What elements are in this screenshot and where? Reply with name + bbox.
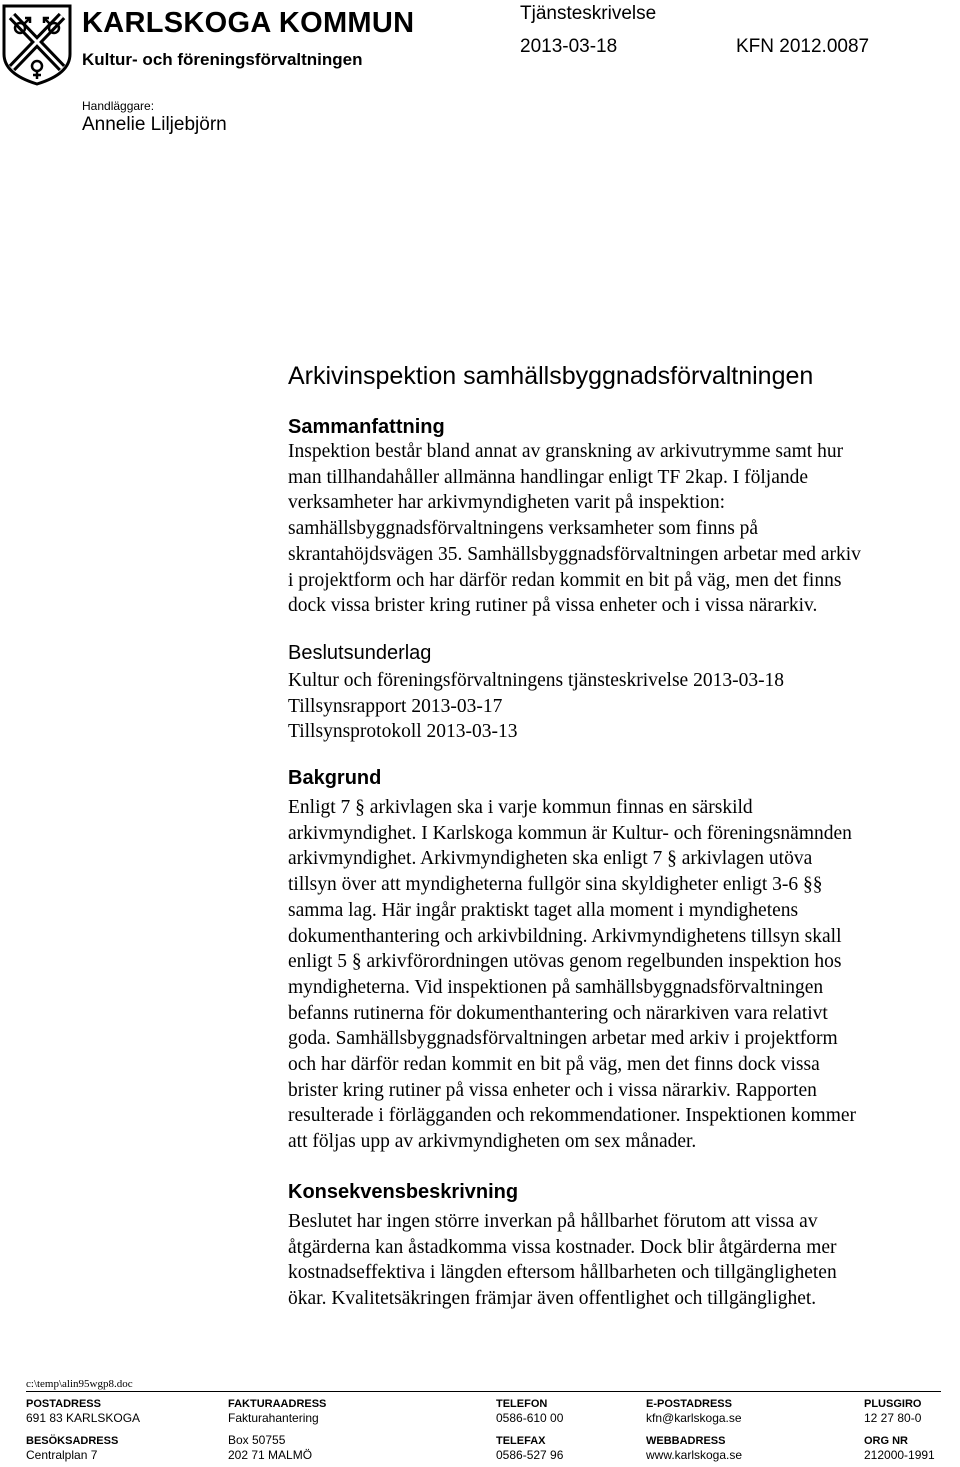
background-line: goda. Samhällsbyggnadsförvaltningen arbetar med arkiv i projektform (288, 1028, 838, 1050)
basis-line: Kultur och föreningsförvaltningens tjänsteskrivelse 2013-03-18 (288, 669, 785, 691)
background-section (288, 765, 938, 1155)
page-footer (26, 1378, 941, 1462)
summary-line: verksamheter har arkivmyndigheten varit på inspektion: (288, 492, 725, 514)
background-line: brister kring rutiner på vissa enheter och i vissa närarkiv. Rapporten (288, 1079, 817, 1101)
background-line: arkivmyndighet. Arkivmyndigheten ska enligt 7 § arkivlagen utöva (288, 848, 813, 870)
summary-line: skrantahöjdsvägen 35. Samhällsbyggnadsförvaltningen arbetar med arkiv (288, 543, 861, 565)
footer-postal (26, 1398, 140, 1463)
background-line: dokumenthantering och arkivbildning. Arkivmyndighetens tillsyn skall (288, 925, 842, 947)
web-link[interactable]: www.karlskoga.se (646, 1448, 743, 1462)
summary-line: man tillhandahåller allmänna handlingar enligt TF 2kap. I följande (288, 466, 809, 488)
summary-line: dock vissa brister kring rutiner på vissa enheter och i vissa närarkiv. (288, 595, 818, 617)
consequences-line: kostnadseffektiva i längden eftersom hållbarheten och tillgängligheten (288, 1262, 837, 1284)
document-title: Arkivinspektion samhällsbyggnadsförvaltningen (288, 362, 814, 390)
footer-plusgiro (864, 1398, 935, 1463)
footer-email (646, 1398, 742, 1463)
consequences-heading: Konsekvensbeskrivning (288, 1180, 519, 1203)
background-heading: Bakgrund (288, 767, 382, 790)
consequences-line: ökar. Kvalitetsäkringen främjar även offentlighet och tillgänglighet. (288, 1287, 817, 1309)
coat-of-arms-icon (0, 0, 74, 86)
orgnr-value: 212000-1991 (864, 1448, 935, 1462)
basis-section (288, 640, 938, 745)
visit-value: Centralplan 7 (26, 1448, 98, 1462)
background-line: myndigheterna. Vid inspektionen på samhällsbyggnadsförvaltningen (288, 976, 824, 998)
orgnr-label: ORG NR (864, 1435, 908, 1447)
summary-section (288, 414, 938, 619)
background-line: resulterade i förlägganden och rekommendationer. Inspektionen kommer (288, 1105, 857, 1127)
plusgiro-label: PLUSGIRO (864, 1398, 922, 1410)
plusgiro-value: 12 27 80-0 (864, 1411, 922, 1425)
postal-value: 691 83 KARLSKOGA (26, 1411, 141, 1425)
background-line: tillsyn över att myndigheterna fullgör sina skyldigheter enligt 3-6 §§ (288, 874, 823, 896)
email-link[interactable]: kfn@karlskoga.se (646, 1411, 742, 1425)
document-body (288, 360, 938, 1312)
web-label: WEBBADRESS (646, 1435, 726, 1447)
email-label: E-POSTADRESS (646, 1398, 732, 1410)
consequences-line: Beslutet har ingen större inverkan på hållbarhet förutom att vissa av (288, 1210, 818, 1232)
visit-label: BESÖKSADRESS (26, 1435, 119, 1447)
footer-divider (26, 1391, 941, 1392)
background-line: att följas upp av arkivmyndigheten om sex månader. (288, 1131, 697, 1153)
document-reference: KFN 2012.0087 (736, 36, 870, 57)
file-path: c:\temp\alin95wgp8.doc (26, 1378, 133, 1390)
consequences-line: åtgärderna kan åstadkomma vissa kostnader. Dock blir åtgärderna mer (288, 1236, 837, 1258)
handler-name: Annelie Liljebjörn (82, 114, 227, 135)
background-line: enligt 5 § arkivförordningen utövas genom regelbunden inspektion hos (288, 951, 842, 973)
footer-phone (496, 1398, 563, 1463)
fax-label: TELEFAX (496, 1435, 546, 1447)
document-type: Tjänsteskrivelse (520, 3, 657, 24)
summary-line: samhällsbyggnadsförvaltningens verksamheter som finns på (288, 518, 759, 540)
invoice-line: Box 50755 (228, 1433, 286, 1447)
postal-label: POSTADRESS (26, 1398, 101, 1410)
summary-line: i projektform och har därför redan kommit en bit på väg, men det finns (288, 569, 842, 591)
municipality-logo (0, 0, 74, 86)
org-name: KARLSKOGA KOMMUN (82, 7, 415, 39)
document-date: 2013-03-18 (520, 36, 618, 57)
consequences-section (288, 1179, 938, 1312)
background-line: och har därför redan kommit en bit på väg, men det finns dock vissa (288, 1054, 820, 1076)
summary-line: Inspektion består bland annat av granskning av arkivutrymme samt hur (288, 441, 844, 462)
summary-heading: Sammanfattning (288, 416, 445, 438)
basis-line: Tillsynsprotokoll 2013-03-13 (288, 721, 518, 743)
phone-value: 0586-610 00 (496, 1411, 564, 1425)
basis-line: Tillsynsrapport 2013-03-17 (288, 695, 503, 717)
invoice-line: Fakturahantering (228, 1411, 319, 1425)
background-line: befanns rutinerna för dokumenthantering och närarkiven vara relativt (288, 1002, 828, 1024)
background-line: Enligt 7 § arkivlagen ska i varje kommun finnas en särskild (288, 797, 753, 819)
background-line: arkivmyndighet. I Karlskoga kommun är Kultur- och föreningsnämnden (288, 822, 852, 844)
phone-label: TELEFON (496, 1398, 548, 1410)
invoice-line: 202 71 MALMÖ (228, 1448, 313, 1462)
handler-label: Handläggare: (82, 99, 155, 113)
department-name: Kultur- och föreningsförvaltningen (82, 50, 363, 69)
background-line: samma lag. Här ingår praktiskt taget alla moment i myndighetens (288, 899, 799, 921)
basis-heading: Beslutsunderlag (288, 641, 432, 664)
fax-value: 0586-527 96 (496, 1448, 564, 1462)
invoice-label: FAKTURAADRESS (228, 1398, 327, 1410)
footer-invoice (228, 1398, 326, 1463)
